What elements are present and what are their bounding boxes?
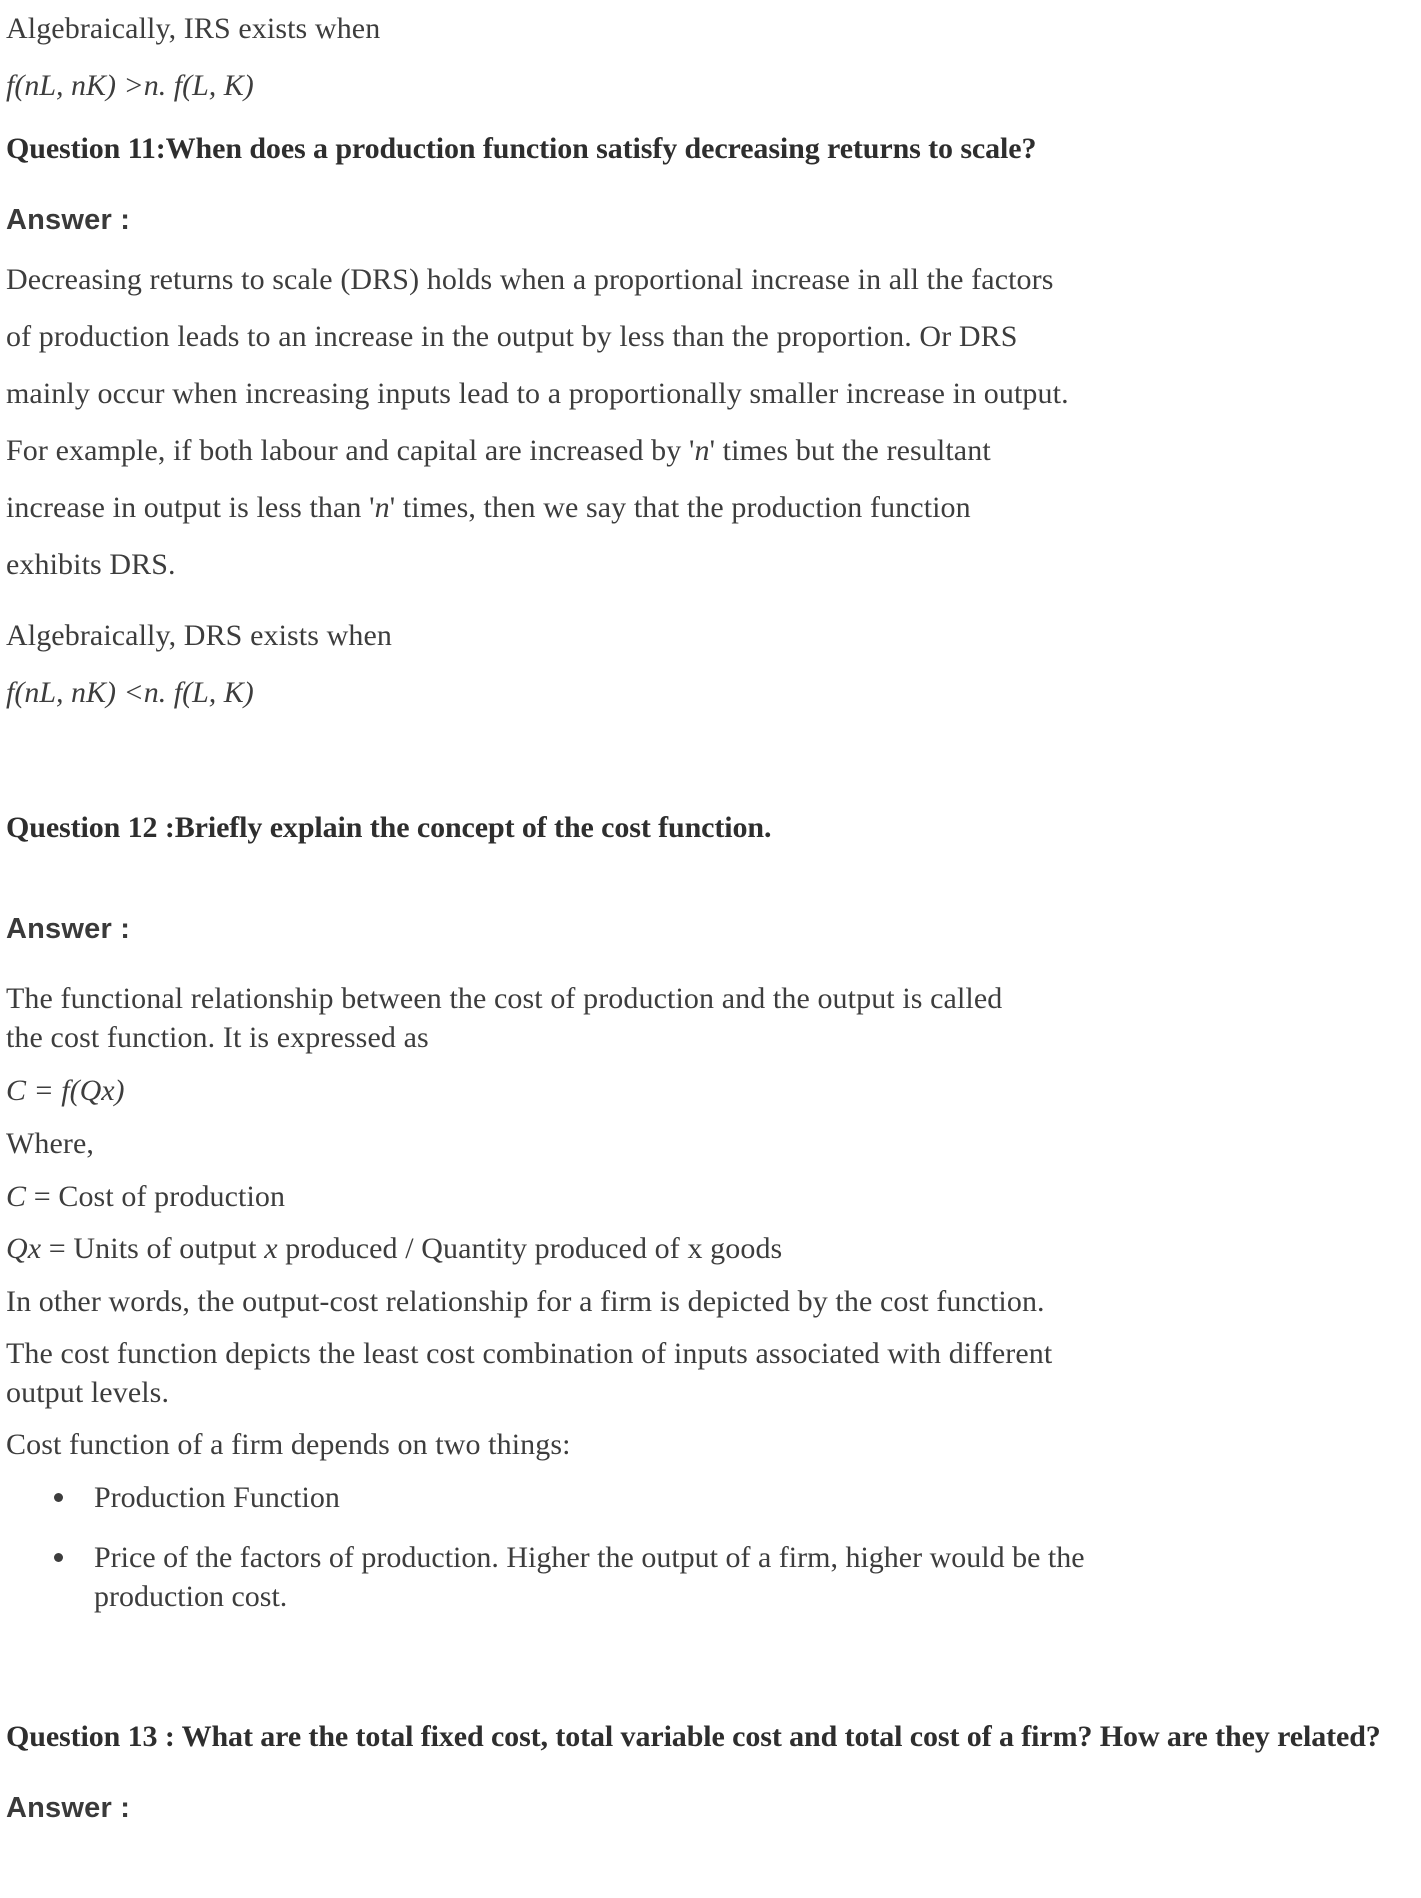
cost-function-factors-list [6, 1479, 1415, 1617]
spacer [6, 1630, 1415, 1716]
spacer [6, 1757, 1415, 1791]
question-12-text: Question 12 :Briefly explain the concept of the cost function. [6, 811, 772, 844]
spacer [6, 1111, 1415, 1125]
question-11-heading [6, 128, 1415, 169]
depends-intro-paragraph: Cost function of a firm depends on two things: [6, 1428, 571, 1461]
spacer [6, 1465, 1415, 1479]
bullet-icon [54, 1553, 63, 1562]
drs-formula-text: f(nL, nK) <n. f(L, K) [6, 676, 254, 709]
definition-qx-text-b: produced / Quantity produced of x goods [277, 1232, 783, 1265]
drs-part-3: ' times, then we say that the production function exhibits DRS. [6, 491, 971, 581]
symbol-c: C [6, 1179, 27, 1213]
spacer [6, 1216, 1415, 1230]
drs-italic-n-1: n [694, 434, 710, 467]
drs-paragraph [6, 251, 1071, 593]
drs-algebra-intro: Algebraically, DRS exists when [6, 619, 392, 652]
question-12-heading [6, 807, 1415, 848]
answer-label-1: Answer : [6, 204, 131, 236]
spacer [6, 1412, 1415, 1426]
spacer [6, 114, 1415, 128]
irs-formula [6, 57, 1415, 114]
cost-formula [6, 1071, 1415, 1111]
list-item [6, 1539, 1134, 1616]
least-cost-paragraph: The cost function depicts the least cost combination of inputs associated with different output levels. [6, 1337, 1053, 1409]
spacer [6, 1057, 1415, 1071]
spacer [6, 946, 1415, 980]
definition-c-text: = Cost of production [26, 1179, 286, 1213]
symbol-qx: Qx [6, 1232, 42, 1265]
list-item-label: Price of the factors of production. Higher the output of a firm, higher would be the production cost. [94, 1541, 1085, 1613]
answer-label-3: Answer : [6, 1792, 131, 1824]
spacer [6, 169, 1415, 203]
spacer [6, 848, 1415, 912]
list-item-label: Production Function [94, 1480, 340, 1514]
spacer [6, 721, 1415, 807]
cost-function-intro: The functional relationship between the cost of production and the output is called the cost function. It is expressed as [6, 982, 1003, 1054]
variable-x: x [264, 1232, 278, 1265]
definition-c [6, 1178, 1415, 1217]
drs-formula [6, 664, 1415, 721]
spacer [6, 1321, 1415, 1335]
in-other-words-paragraph: In other words, the output-cost relationship for a firm is depicted by the cost function. [6, 1284, 1045, 1318]
where-label: Where, [6, 1127, 95, 1160]
list-item [6, 1479, 1415, 1518]
irs-formula-text: f(nL, nK) >n. f(L, K) [6, 69, 254, 102]
drs-part-2: ' times but the resultant increase in output is less than ' [6, 434, 991, 524]
spacer [6, 1269, 1415, 1283]
spacer [6, 593, 1415, 607]
bullet-icon [54, 1493, 63, 1502]
definition-qx-text-a: = Units of output [41, 1232, 265, 1265]
question-13-heading [6, 1716, 1415, 1757]
drs-part-1: Decreasing returns to scale (DRS) holds when a proportional increase in all the factors of production leads to an increase in the output by less than the proportion. Or DRS mainly occur when increasing inputs lead to a proportionally smaller increase in output. For example, if both labour and capital are increased by ' [6, 263, 1069, 467]
irs-algebra-intro: Algebraically, IRS exists when [6, 12, 381, 45]
question-13-text: Question 13 : What are the total fixed cost, total variable cost and total cost of a firm? How are they related? [6, 1720, 1381, 1753]
cost-formula-text: C = f(Qx) [6, 1074, 125, 1107]
spacer [6, 1164, 1415, 1178]
drs-italic-n-2: n [374, 491, 390, 524]
spacer [6, 237, 1415, 251]
answer-label-2: Answer : [6, 913, 131, 945]
definition-qx [6, 1230, 1415, 1269]
question-11-text: Question 11:When does a production function satisfy decreasing returns to scale? [6, 132, 1037, 165]
